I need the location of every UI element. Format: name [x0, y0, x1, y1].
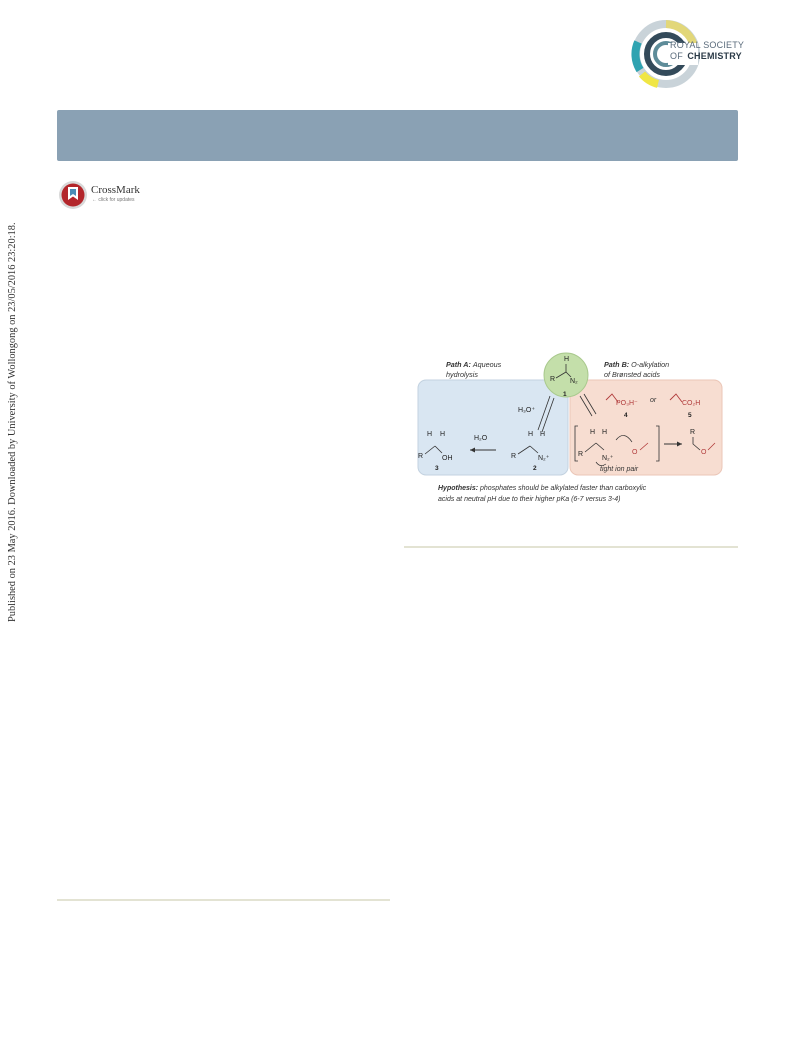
- compound5-label: 5: [688, 412, 692, 419]
- ion-pair-N2plus: N₂⁺: [602, 455, 614, 462]
- svg-text:Hypothesis: phosphates should: [438, 485, 647, 492]
- c2-N2plus: N₂⁺: [538, 455, 550, 462]
- c2-H2: H: [540, 431, 546, 438]
- reaction-scheme-figure: [410, 350, 730, 510]
- hydronium-label: H₃O⁺: [518, 407, 536, 414]
- compound1-label: 1: [563, 391, 567, 398]
- c1-R: R: [550, 376, 556, 383]
- compound3-label: 3: [435, 465, 439, 472]
- c2-H1: H: [528, 431, 534, 438]
- c2-R: R: [511, 453, 517, 460]
- c1-N2: N₂: [570, 378, 578, 385]
- publisher-line1: ROYAL SOCIETY: [670, 40, 745, 50]
- figure-caption-divider: [404, 546, 738, 548]
- hypothesis-line2: acids at neutral pH due to their higher pKa (6-7 versus 3-4): [438, 496, 621, 503]
- path-a-text2: hydrolysis: [446, 370, 478, 379]
- publisher-line2-emphasis: CHEMISTRY: [687, 51, 742, 61]
- hypothesis-bold: Hypothesis:: [438, 485, 479, 492]
- compound4-label: 4: [624, 412, 628, 419]
- crossmark-button[interactable]: [58, 180, 148, 210]
- c3-H2: H: [440, 431, 446, 438]
- path-b-panel: [570, 380, 722, 475]
- svg-text:Path A: Aqueous: [446, 360, 502, 369]
- publisher-name: [670, 40, 744, 61]
- ion-pair-R: R: [578, 451, 584, 458]
- publication-side-note: Published on 23 May 2016. Downloaded by University of Wollongong on 23/05/2016 23:20:18.: [7, 222, 18, 622]
- ion-pair-O: O: [632, 449, 638, 456]
- path-b-text1: O-alkylation: [631, 360, 670, 369]
- compound2-label: 2: [533, 465, 537, 472]
- path-a-bold: Path A:: [446, 360, 471, 369]
- svg-text:Path B: O-alkylation: [604, 360, 669, 369]
- c1-H: H: [564, 356, 570, 363]
- ether-O: O: [701, 449, 707, 456]
- ion-pair-H2: H: [602, 429, 608, 436]
- c3-H1: H: [427, 431, 433, 438]
- crossmark-title: CrossMark: [91, 184, 140, 196]
- c3-OH: OH: [442, 455, 453, 462]
- publisher-line2-prefix: OF: [670, 51, 683, 61]
- path-b-bold: Path B:: [604, 360, 630, 369]
- crossmark-subtitle: ← click for updates: [92, 197, 135, 203]
- hypothesis-line1: phosphates should be alkylated faster than carboxylic: [480, 485, 647, 492]
- crossmark-icon: [58, 180, 88, 210]
- c3-R: R: [418, 453, 424, 460]
- left-column-divider: [57, 899, 390, 901]
- ion-pair-H1: H: [590, 429, 596, 436]
- ion-pair-label: tight ion pair: [600, 466, 639, 473]
- path-a-text1: Aqueous: [472, 360, 502, 369]
- water-label: H₂O: [474, 435, 488, 442]
- path-b-text2: of Brønsted acids: [604, 370, 660, 379]
- carboxylic-label: CO₂H: [682, 400, 701, 407]
- or-label: or: [650, 397, 657, 404]
- phosphonate-label: PO₃H⁻: [616, 400, 638, 407]
- ether-R: R: [690, 429, 696, 436]
- article-header-band: [57, 110, 738, 161]
